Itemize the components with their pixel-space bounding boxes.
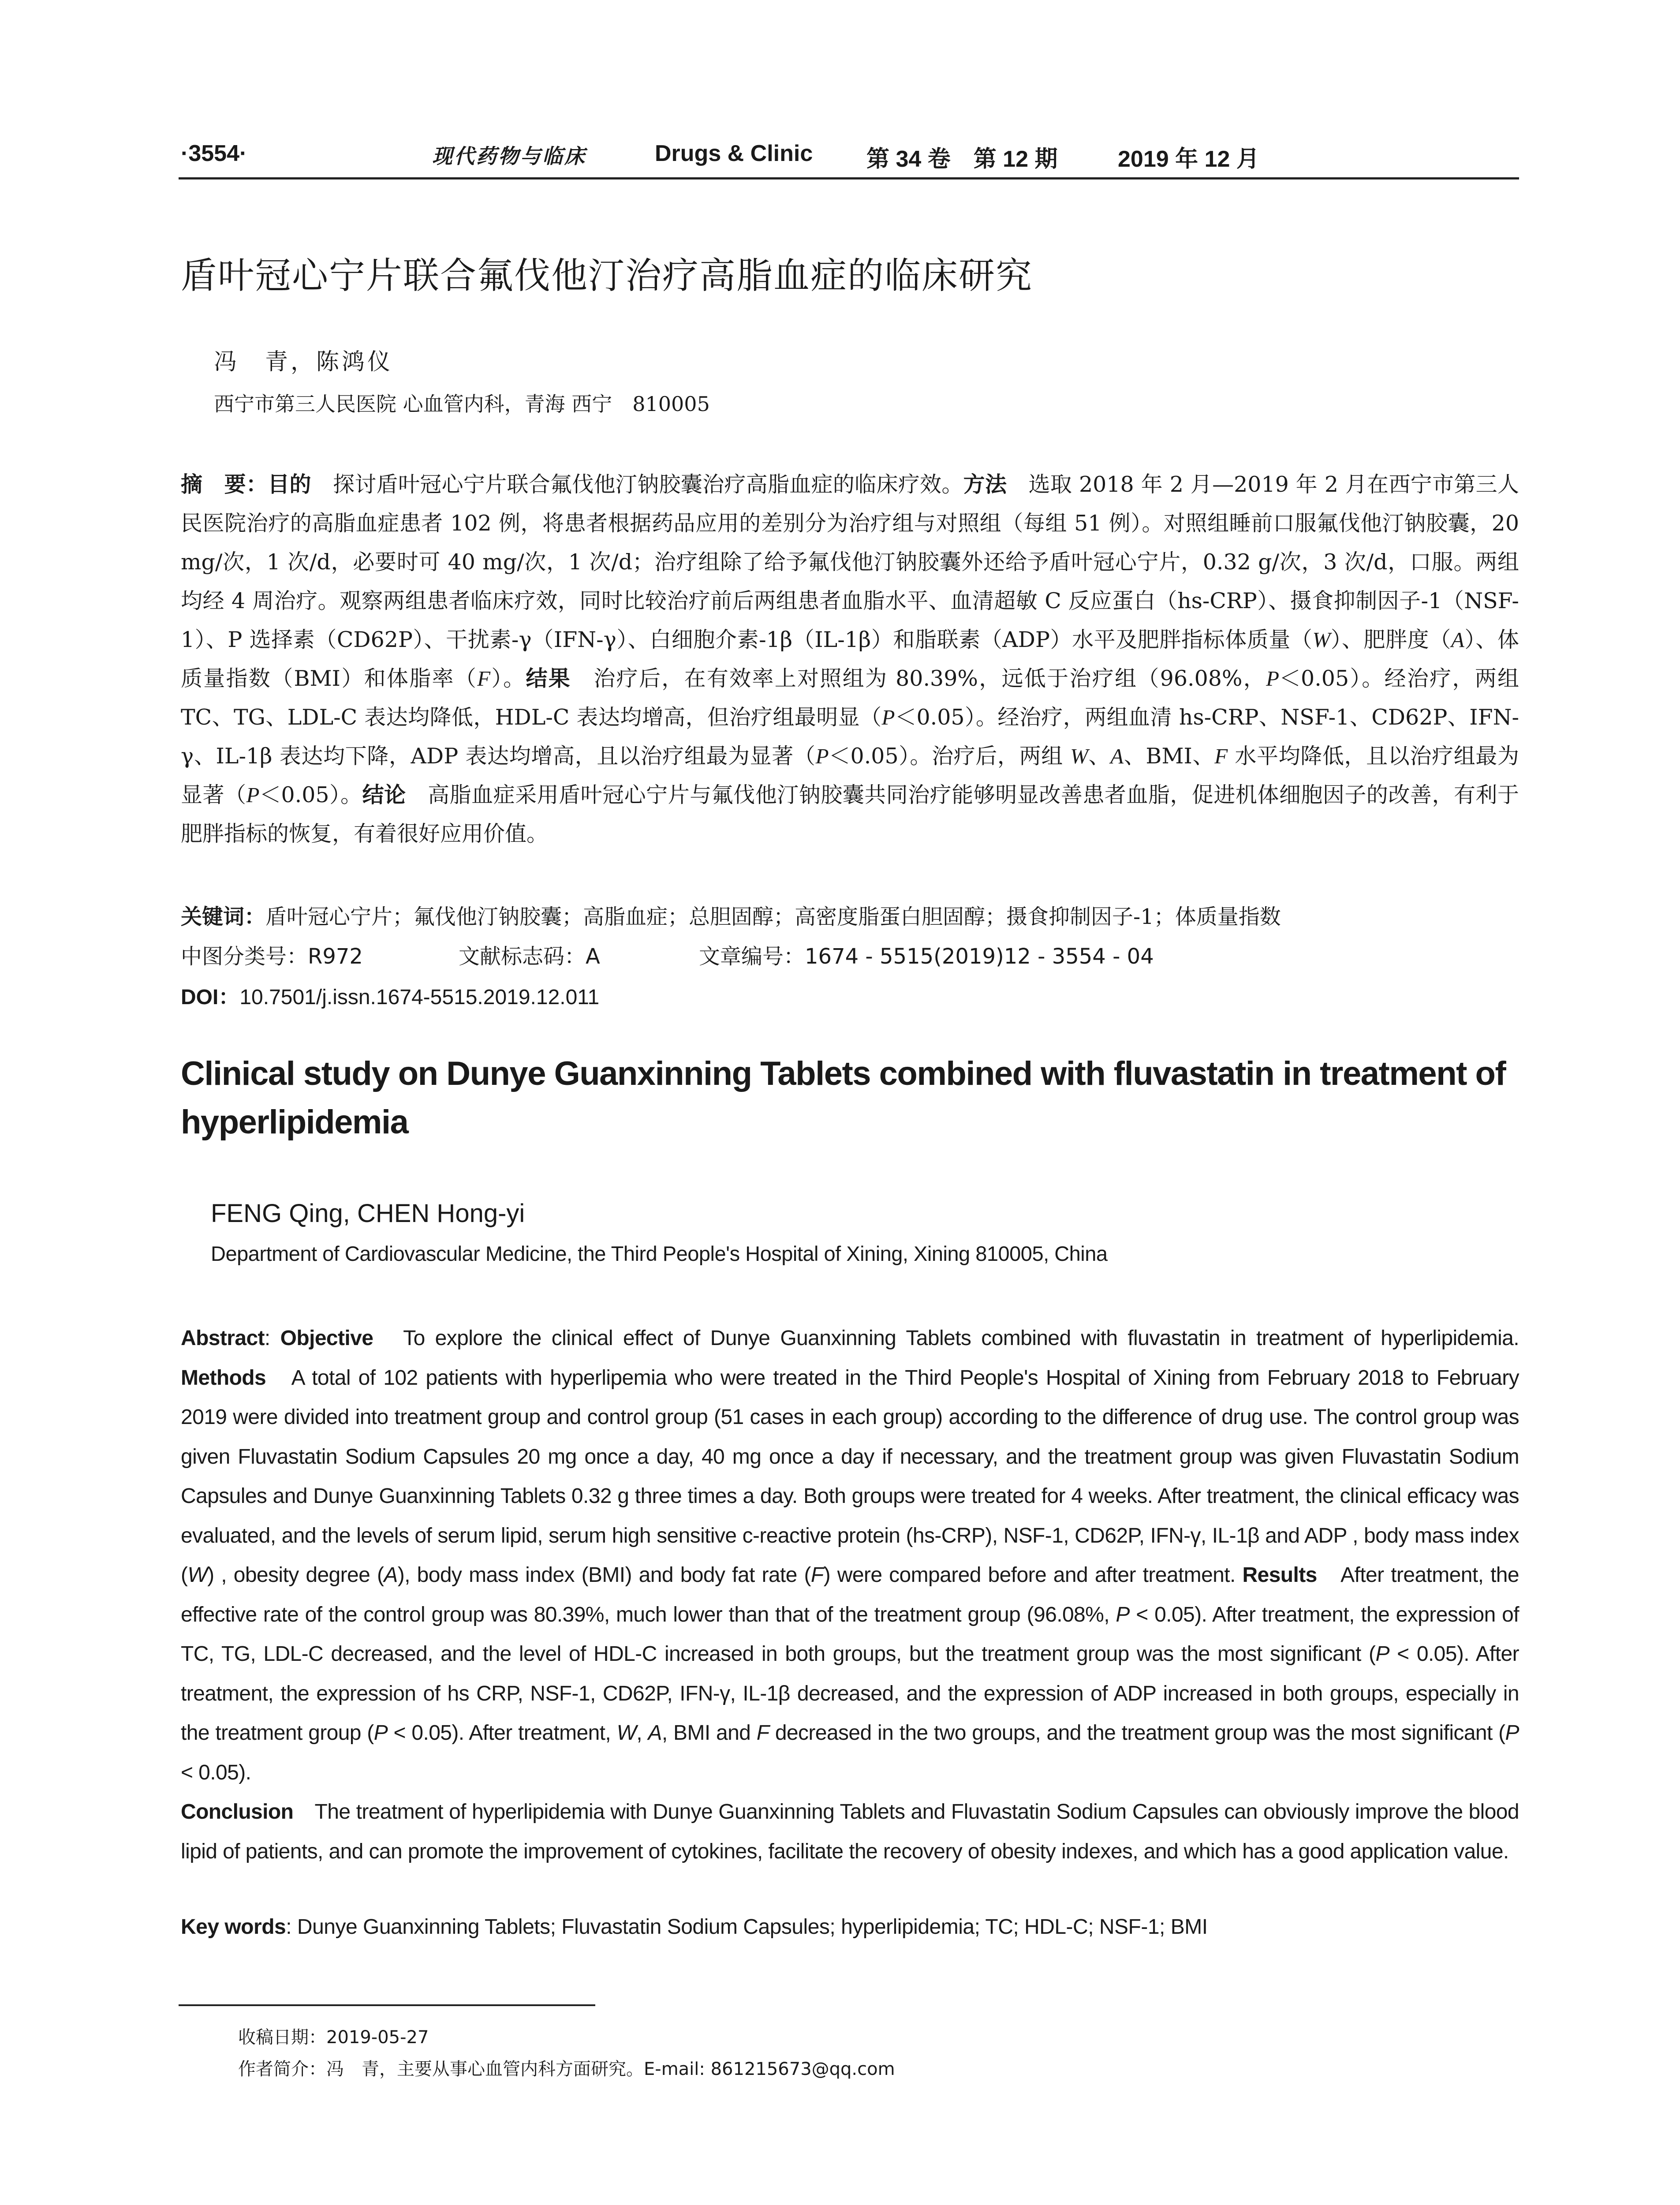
var-p: P	[815, 744, 829, 768]
var-f: F	[810, 1563, 824, 1587]
results-text-en: < 0.05).	[181, 1760, 251, 1784]
results-text-en: < 0.05). After treatment, the expression of hs CRP, NSF-1, CD62P, IFN-γ, IL-1β decreased, and the expression of ADP increased in both groups, especially in the treatment group (	[181, 1642, 1519, 1745]
article-title-cn: 盾叶冠心宁片联合氟伐他汀治疗高脂血症的临床研究	[181, 255, 1033, 297]
issue-date: 2019 年 12 月	[1118, 146, 1259, 172]
results-text-cn: ＜0.05）。	[259, 782, 362, 807]
keywords-cn	[181, 900, 1281, 930]
results-text-cn: 治疗后，在有效率上对照组为 80.39%，远低于治疗组（96.08%，	[571, 666, 1266, 691]
article-number: 文章编号：1674 - 5515(2019)12 - 3554 - 04	[699, 944, 1154, 969]
abstract-en	[181, 1319, 1519, 1871]
var-a: A	[1451, 628, 1464, 652]
var-f: F	[756, 1721, 769, 1745]
var-w: W	[1312, 628, 1331, 652]
colon: :	[264, 1327, 280, 1350]
methods-text-cn: ）。	[490, 666, 526, 691]
affiliation-cn: 西宁市第三人民医院 心血管内科，青海 西宁 810005	[214, 392, 710, 416]
var-p: P	[1505, 1721, 1519, 1745]
var-a: A	[648, 1721, 662, 1745]
results-text-en: After treatment, the effective rate of the control group was 80.39%, much lower than that of the treatment group (96.08%,	[181, 1563, 1519, 1626]
keywords-label-en: Key words	[181, 1915, 286, 1939]
doi-line	[181, 980, 599, 1010]
conclusion-text-en: The treatment of hyperlipidemia with Dunye Guanxinning Tablets and Fluvastatin Sodium Capsules can obviously improve the blood lipid of patients, and can promote the improvement of cytokines, facilitate the recovery of obesity indexes, and which has a good application value.	[181, 1800, 1519, 1863]
methods-text-cn: 选取 2018 年 2 月—2019 年 2 月在西宁市第三人民医院治疗的高脂血症患者 102 例，将患者根据药品应用的差别分为治疗组与对照组（每组 51 例）。对照组睡前口服氟伐他汀钠胶囊，20 mg/次，1 次/d，必要时可 40 mg/次，1 次/d；治疗组除了给予氟伐他汀钠胶囊外还给予盾叶冠心宁片，0.32 g/次，3 次/d，口服。两组均经 4 周治疗。观察两组患者临床疗效，同时比较治疗前后两组患者血脂水平、血清超敏 C 反应蛋白（hs-CRP）、摄食抑制因子-1（NSF-1）、P 选择素（CD62P）、干扰素-γ（IFN-γ）、白细胞介素-1β（IL-1β）和脂联素（ADP）水平及肥胖指标体质量（	[181, 472, 1519, 652]
authors-cn: 冯 青，陈鸿仪	[214, 349, 393, 375]
results-text-cn: ＜0.05）。经治疗，两组 TC、TG、LDL-C 表达均降低，HDL-C 表达均增高，但治疗组最明显（	[181, 666, 1519, 730]
methods-text-en: ), body mass index (BMI) and body fat rate (	[397, 1563, 811, 1587]
results-text-en: , BMI and	[661, 1721, 757, 1745]
methods-text-en: ) were compared before and after treatment.	[823, 1563, 1243, 1587]
footnote-divider	[179, 2004, 595, 2006]
var-p: P	[1266, 666, 1280, 691]
var-p: P	[246, 783, 260, 807]
var-p: P	[881, 705, 895, 729]
methods-label-cn: 方法	[963, 472, 1007, 497]
var-a: A	[1110, 744, 1124, 768]
methods-label-en: Methods	[181, 1366, 266, 1390]
clc-number: 中图分类号：R972	[181, 944, 363, 969]
methods-text-cn: ）、肥胖度（	[1330, 627, 1451, 652]
abstract-cn	[181, 465, 1519, 853]
received-date: 收稿日期：2019-05-27	[238, 2027, 429, 2048]
results-text-en: decreased in the two groups, and the treatment group was the most significant (	[769, 1721, 1505, 1745]
volume-issue: 第 34 卷 第 12 期	[866, 146, 1058, 172]
results-label-en: Results	[1242, 1563, 1317, 1587]
keywords-list-en: : Dunye Guanxinning Tablets; Fluvastatin Sodium Capsules; hyperlipidemia; TC; HDL-C; NSF-1; BMI	[286, 1915, 1208, 1939]
var-a: A	[384, 1563, 398, 1587]
abstract-label-cn: 摘 要：	[181, 472, 268, 497]
header-divider	[179, 177, 1519, 179]
keywords-label-cn: 关键词：	[181, 904, 266, 929]
conclusion-text-cn: 高脂血症采用盾叶冠心宁片与氟伐他汀钠胶囊共同治疗能够明显改善患者血脂，促进机体细胞因子的改善，有利于肥胖指标的恢复，有着很好应用价值。	[181, 782, 1519, 846]
journal-name-en: Drugs & Clinic	[655, 141, 813, 166]
var-f: F	[477, 666, 491, 691]
results-text-cn: 、	[1088, 744, 1111, 769]
journal-name-cn: 现代药物与临床	[432, 144, 586, 168]
var-w: W	[1070, 744, 1088, 768]
keywords-list-cn: 盾叶冠心宁片；氟伐他汀钠胶囊；高脂血症；总胆固醇；高密度脂蛋白胆固醇；摄食抑制因子-1；体质量指数	[265, 904, 1281, 929]
running-header	[181, 140, 1519, 171]
results-text-cn: ＜0.05）。治疗后，两组	[829, 744, 1071, 769]
results-text-en: < 0.05). After treatment,	[388, 1721, 617, 1745]
abstract-label-en: Abstract	[181, 1327, 265, 1350]
results-text-en: ,	[636, 1721, 648, 1745]
results-label-cn: 结果	[526, 666, 571, 691]
var-w: W	[616, 1721, 637, 1745]
objective-label-cn: 目的	[268, 472, 311, 497]
results-text-cn: 、BMI、	[1124, 744, 1215, 769]
document-code: 文献标志码：A	[459, 944, 600, 969]
keywords-en	[181, 1915, 1208, 1939]
var-f: F	[1214, 744, 1228, 768]
var-p: P	[1116, 1603, 1130, 1626]
results-text-en: < 0.05). After treatment, the expression of TC, TG, LDL-C decreased, and the level of HDL-C increased in both groups, but the treatment group was the most significant (	[181, 1603, 1519, 1666]
affiliation-en: Department of Cardiovascular Medicine, the Third People's Hospital of Xining, Xining 810005, China	[211, 1242, 1108, 1265]
doi-value: 10.7501/j.issn.1674-5515.2019.12.011	[239, 986, 600, 1009]
page-number: ·3554·	[181, 141, 247, 166]
methods-text-en: A total of 102 patients with hyperlipemia who were treated in the Third People's Hospital of Xining from February 2018 to February 2019 were divided into treatment group and control group (51 cases in each group) according to the difference of drug use. The control group was given Fluvastatin Sodium Capsules 20 mg once a day, 40 mg once a day if necessary, and the treatment group was given Fluvastatin Sodium Capsules and Dunye Guanxinning Tablets 0.32 g three times a day. Both groups were treated for 4 weeks. After treatment, the clinical efficacy was evaluated, and the levels of serum lipid, serum high sensitive c-reactive protein (hs-CRP), NSF-1, CD62P, IFN-γ, IL-1β and ADP , body mass index (	[181, 1366, 1519, 1587]
results-text-cn: 水平均降低，且以治疗组最为显著（	[181, 744, 1519, 807]
authors-en: FENG Qing, CHEN Hong-yi	[211, 1199, 525, 1228]
author-bio: 作者简介：冯 青，主要从事心血管内科方面研究。E-mail: 861215673@qq.com	[238, 2059, 895, 2079]
var-p: P	[373, 1721, 388, 1745]
article-title-en: Clinical study on Dunye Guanxinning Tablets combined with fluvastatin in treatment of hyperlipidemia	[181, 1055, 1506, 1141]
conclusion-label-en: Conclusion	[181, 1800, 294, 1824]
classification-line	[181, 939, 1519, 975]
objective-text-en: To explore the clinical effect of Dunye Guanxinning Tablets combined with fluvastatin in treatment of hyperlipidemia.	[373, 1327, 1519, 1350]
methods-text-en: ) , obesity degree (	[207, 1563, 384, 1587]
var-w: W	[187, 1563, 208, 1587]
doi-label: DOI：	[181, 986, 240, 1009]
objective-text-cn: 探讨盾叶冠心宁片联合氟伐他汀钠胶囊治疗高脂血症的临床疗效。	[311, 472, 963, 497]
var-p: P	[1375, 1642, 1389, 1666]
conclusion-label-cn: 结论	[362, 782, 406, 807]
methods-text-cn: ）、体质量指数（BMI）和体脂率（	[181, 627, 1519, 691]
objective-label-en: Objective	[280, 1327, 373, 1350]
results-text-cn: ＜0.05）。经治疗，两组血清 hs-CRP、NSF-1、CD62P、IFN-γ、IL-1β 表达均下降，ADP 表达均增高，且以治疗组最为显著（	[181, 705, 1519, 769]
